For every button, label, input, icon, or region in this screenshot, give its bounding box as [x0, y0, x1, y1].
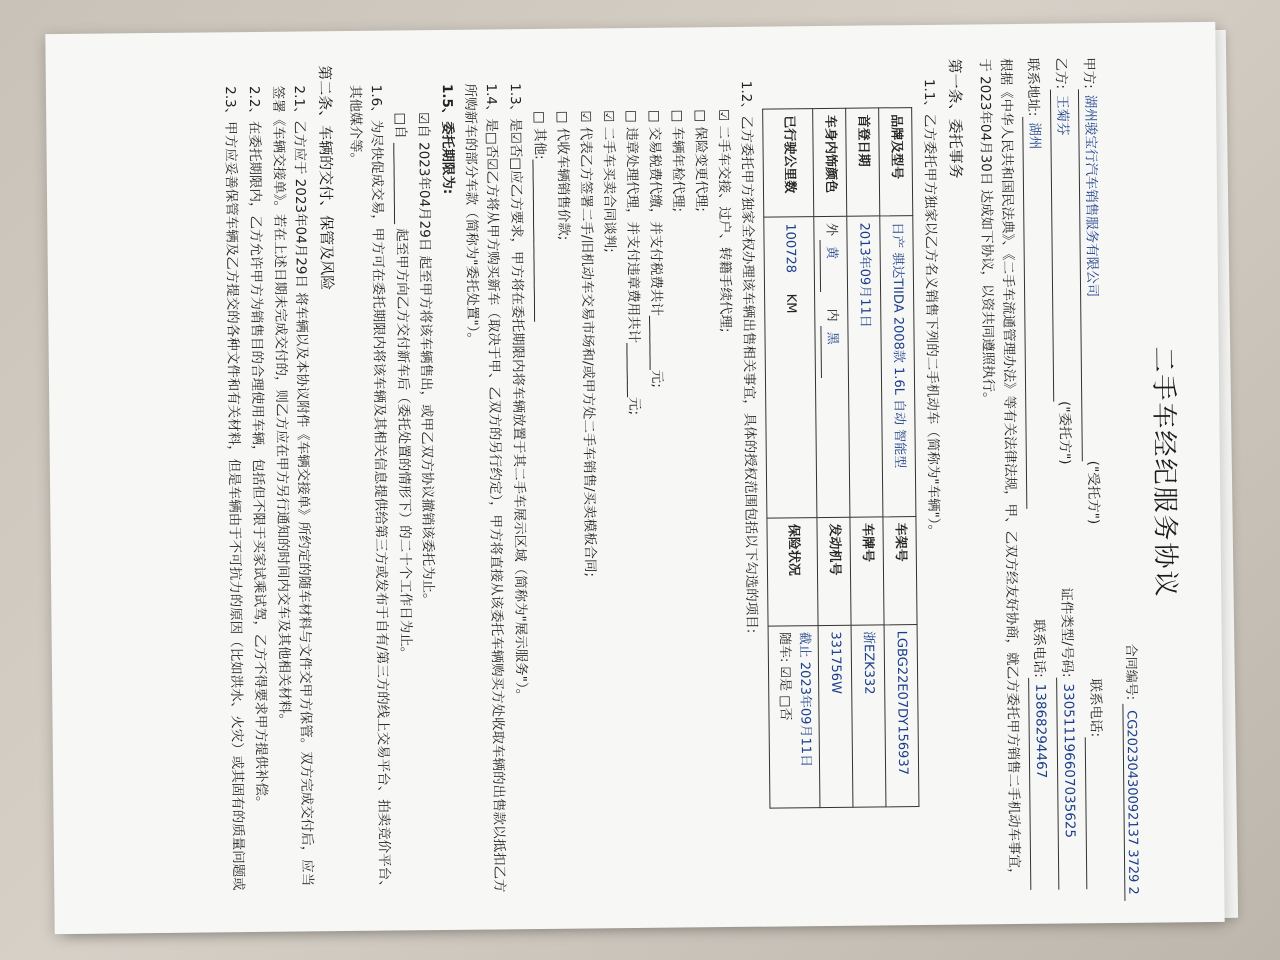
option-item: □ 车辆年检代理;	[668, 109, 686, 213]
section-1-heading: 第一条、委托事务	[945, 58, 965, 179]
option-item: □ 保险变更代理;	[691, 109, 709, 212]
contract-paper	[45, 22, 1224, 934]
option-item: □ 交易税费代缴，并支付税费共计________元;	[645, 109, 665, 388]
plate-value: 浙EZK332	[851, 624, 886, 807]
engine-label: 发动机号	[817, 517, 851, 625]
section-2-heading: 第二条、车辆的交付、保管及风险	[315, 65, 336, 291]
plate-label: 车牌号	[850, 516, 884, 624]
km-label: 已行驶公里数	[763, 109, 813, 218]
contract-document	[55, 32, 1214, 924]
clause-1-1: 1.1、乙方委托甲方独家以乙方名义销售下列的二手机动车（简称为"车辆"）。	[920, 78, 942, 539]
clause-1-5-label: 1.5、委托期限为:	[438, 83, 456, 195]
contract-number-value: CG20230430092137 3729 2	[1122, 704, 1140, 901]
id-label: 证件类型/号码:	[1057, 587, 1075, 678]
phone-value: 13868294467	[1028, 678, 1052, 890]
clause-1-2: 1.2、乙方委托甲方独家全权办理该车辆出售相关事宜，具体的授权范围包括以下勾选的项目:	[738, 80, 761, 634]
party-a-contact-label: 联系电话:	[1086, 678, 1104, 738]
color-in-label: 内	[824, 308, 840, 322]
address-label: 联系地址:	[1024, 57, 1041, 117]
km-value	[764, 217, 816, 518]
color-out-value: 黄	[820, 240, 842, 292]
vin-value: LGBG22E07DY156937	[884, 624, 919, 807]
contract-number	[1113, 33, 1142, 901]
party-a-name: 湖州骏宝行汽车销售服务有限公司	[1078, 89, 1104, 461]
clause-2-3: 2.3、甲方应妥善保管车辆及乙方提交的各种文件和有关材料，但是车辆由于不可抗力的原因（比如洪水、火灾）或其固有的质量问题或	[221, 86, 247, 891]
km-unit: KM	[782, 293, 799, 314]
vehicle-table	[763, 107, 920, 809]
party-b-row	[1049, 57, 1080, 889]
insurance-value	[769, 625, 820, 808]
option-item: ☑ 二手车交接、过户、转籍手续代理;	[714, 108, 734, 333]
clause-2-2: 2.2、在委托期限内，乙方允许甲方为销售目的合理使用车辆，包括但不限于买家试乘试驾，乙方不得要求甲方提供补偿。	[245, 85, 270, 810]
option-item: ☑ 二手车买卖合同谈判;	[600, 110, 618, 253]
option-item: □ 违章处理代理，并支付违章费用共计________元;	[623, 109, 643, 416]
brand-label: 品牌及型号	[878, 108, 912, 216]
id-value: 330511196607035625	[1056, 677, 1080, 889]
party-a-label: 甲方:	[1080, 57, 1097, 89]
km-number: 100728	[782, 223, 798, 274]
engine-value: 331756W	[818, 625, 853, 808]
clause-1-5-a: ☑自 2023年04月29日 起至甲方将该车辆售出，或甲乙双方协议撤销该委托为止。	[414, 112, 436, 607]
party-b-name: 王菊芬	[1050, 89, 1075, 401]
color-out-label: 外	[823, 222, 839, 237]
reg-date-label: 首登日期	[845, 108, 879, 216]
address-row	[1021, 58, 1052, 890]
preamble: 根据《中华人民共和国民法典》、《二手车流通管理办法》等有关法律法规，甲、乙双方经友好协商，就乙方委托甲方销售二手机动车事宜，于 2023年04月30日 达成如下协议，以资共同遵照执行。	[976, 58, 1023, 882]
insurance-until: 截止 2023年09月11日	[796, 631, 813, 768]
color-value	[814, 216, 850, 517]
reg-date-value: 2013年09月11日	[847, 216, 883, 517]
party-a-role: ("受托方")	[1084, 460, 1102, 525]
clause-1-4: 1.4、是□否☑乙方将从甲方购买新车（取决于甲、乙双方的另行约定），甲方将直接从该委托车辆购买方处收取车辆的出售款以抵扣乙方所购新车的部分车款（简称为"委托处置"）。	[462, 83, 508, 893]
party-b-label: 乙方:	[1052, 57, 1069, 90]
clause-1-6: 1.6、为尽快促成交易，甲方可在委托期限内将该车辆及其相关信息提供给第三方或发布于自有/第三方的线上交易平台、拍卖竞价平台、其他媒介等。	[346, 84, 393, 894]
option-item: □ 其他:________________________	[531, 110, 550, 322]
document-title: 二手车经纪服务协议	[1147, 346, 1181, 599]
option-item: ☑ 代表乙方签署二手/旧机动车交易市场和/或甲方处二手车销售/买卖模板合同;	[577, 110, 599, 578]
party-b-role: ("委托方")	[1055, 400, 1073, 465]
color-label: 车身内饰颜色	[812, 108, 846, 216]
color-in-value: 黑	[821, 326, 843, 378]
clause-1-5-b: □自 ____________ 起至甲方向乙方交付新车后（委托处置的情形下）的二十个工作日为止。	[391, 112, 414, 661]
clause-2-1: 2.1、乙方应于 2023年04月29日 将车辆以及本协议附件《车辆交接单》所约定的随车材料与文件交甲方保管。双方完成交付后，应当签署《车辆交接单》。若在上述日期未完成交付的，则乙方应在甲方另行通知的时间内交车及其他相关材料。	[269, 85, 315, 887]
insurance-label: 保险状况	[767, 517, 817, 626]
clause-1-3: 1.3、是☑否□应乙方要求，甲方将在委托期限内将车辆放置于其二手车展示区域（简称为"展示服务"）。	[507, 83, 530, 703]
party-a-row	[1077, 57, 1108, 889]
brand-value: 日产 骐达TIIDA 2008款 1.6L 自动 智能型	[880, 216, 916, 517]
phone-label: 联系电话:	[1030, 619, 1047, 678]
contract-number-label: 合同编号:	[1122, 643, 1139, 701]
insurance-with-car: 随车: ☑是 □否	[776, 631, 793, 721]
address-value: 湖州	[1022, 116, 1048, 508]
option-item: □ 代收车辆销售价款;	[554, 110, 572, 241]
vin-label: 车架号	[883, 516, 917, 624]
